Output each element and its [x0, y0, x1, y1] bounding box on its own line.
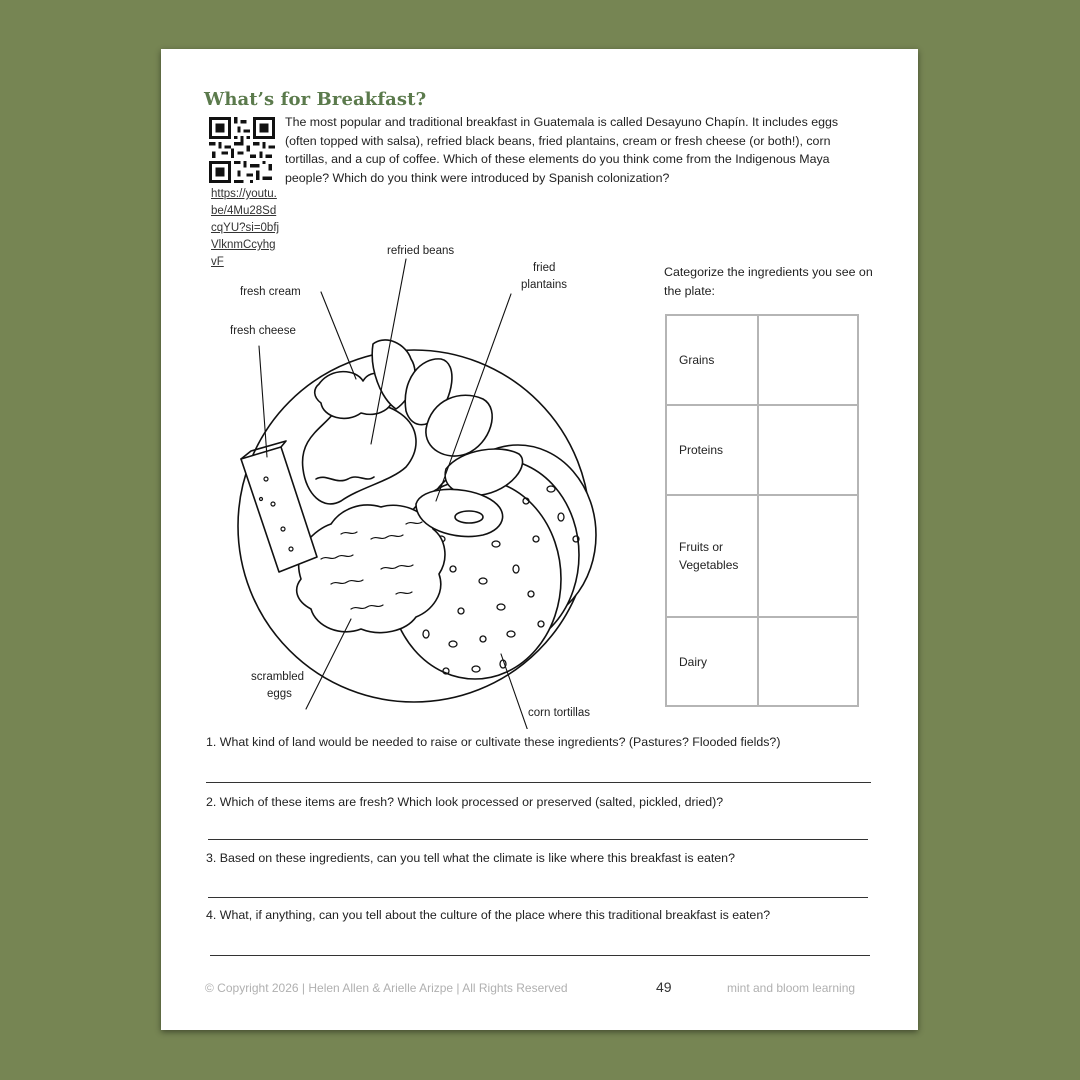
answer-line-4[interactable]	[210, 955, 870, 956]
page-title: What’s for Breakfast?	[204, 89, 427, 110]
answer-line-3[interactable]	[208, 897, 868, 898]
page-number: 49	[656, 979, 672, 995]
table-row	[666, 315, 858, 405]
categorize-table	[665, 314, 859, 707]
copyright-text: © Copyright 2026 | Helen Allen & Arielle Arizpe | All Rights Reserved	[205, 981, 568, 995]
answer-line-1[interactable]	[206, 782, 871, 783]
category-answer-cell[interactable]	[758, 495, 858, 617]
label-scrambled-eggs-line2: eggs	[267, 688, 292, 700]
table-row	[666, 617, 858, 706]
table-row	[666, 405, 858, 495]
question-1: 1. What kind of land would be needed to raise or cultivate these ingredients? (Pastures? Flooded fields?)	[206, 735, 781, 749]
category-label: Dairy	[666, 617, 758, 706]
category-label: Proteins	[666, 405, 758, 495]
intro-paragraph: The most popular and traditional breakfast in Guatemala is called Desayuno Chapín. It includes eggs (often topped with salsa), refried black beans, fried plantains, cream or fresh cheese (or both!), corn tortillas, and a cup of coffee. Which of these elements do you think come from the Indigenous Maya people? Which do you think were introduced by Spanish colonization?	[285, 115, 839, 185]
question-2: 2. Which of these items are fresh? Which look processed or preserved (salted, pickled, dried)?	[206, 795, 724, 809]
brand-name: mint and bloom learning	[727, 981, 856, 995]
breakfast-plate-illustration	[221, 239, 661, 729]
label-fresh-cheese: fresh cheese	[230, 325, 296, 337]
label-fresh-cream: fresh cream	[240, 286, 301, 298]
category-label: Fruits or Vegetables	[666, 495, 758, 617]
category-answer-cell[interactable]	[758, 315, 858, 405]
category-label: Grains	[666, 315, 758, 405]
category-answer-cell[interactable]	[758, 405, 858, 495]
label-refried-beans: refried beans	[387, 245, 455, 257]
question-4: 4. What, if anything, can you tell about the culture of the place where this traditional breakfast is eaten?	[206, 908, 771, 922]
label-fried-plantains-line2: plantains	[521, 279, 568, 291]
table-row	[666, 495, 858, 617]
worksheet-page	[161, 49, 918, 1030]
label-scrambled-eggs-line1: scrambled	[251, 671, 305, 683]
answer-line-2[interactable]	[208, 839, 868, 840]
label-fried-plantains-line1: fried	[533, 262, 556, 274]
categorize-prompt: Categorize the ingredients you see on the plate:	[664, 265, 873, 298]
question-3: 3. Based on these ingredients, can you tell what the climate is like where this breakfast is eaten?	[206, 851, 735, 865]
qr-code-icon	[209, 117, 275, 183]
label-corn-tortillas: corn tortillas	[528, 707, 590, 719]
category-answer-cell[interactable]	[758, 617, 858, 706]
video-link[interactable]: https://youtu.be/4Mu28SdcqYU?si=0bfjVlknmCcyhgvF	[211, 188, 280, 268]
